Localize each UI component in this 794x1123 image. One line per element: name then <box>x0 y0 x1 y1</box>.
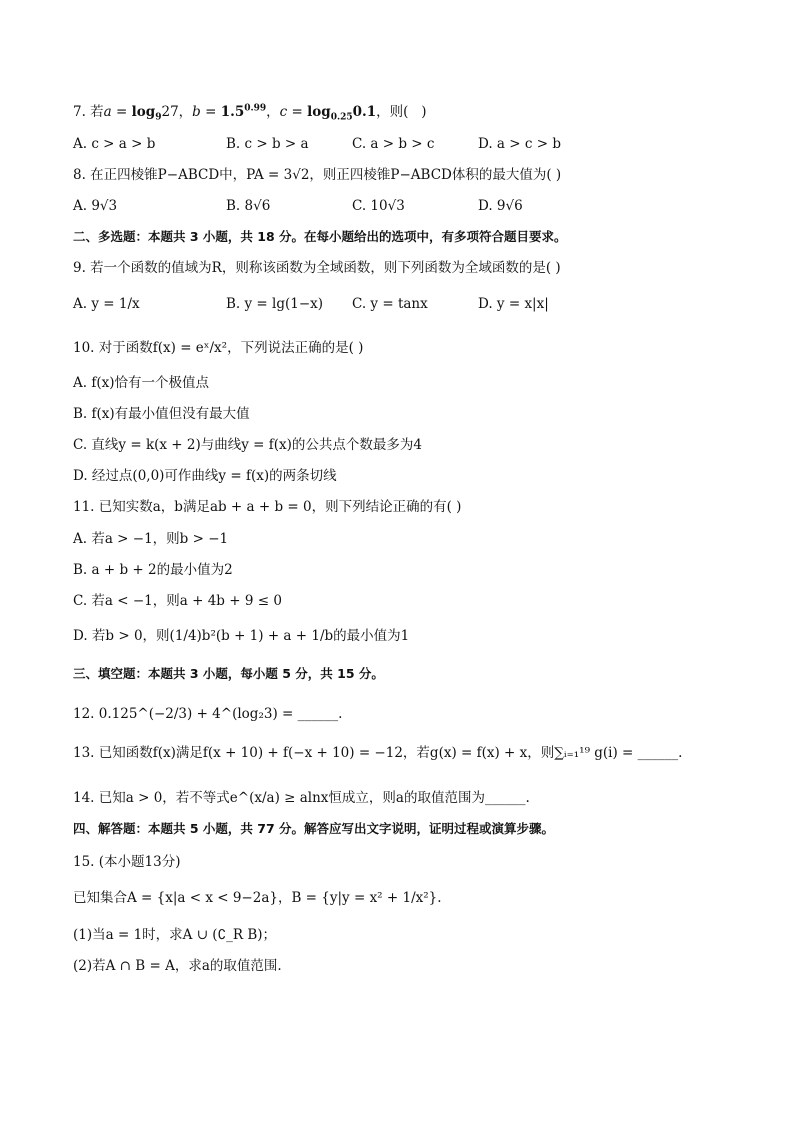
question-11-stem: 11. 已知实数a，b满足ab + a + b = 0，则下列结论正确的有( ) <box>73 499 462 515</box>
q8-option-a: A. 9√3 <box>73 198 118 214</box>
q11-option-b: B. a + b + 2的最小值为2 <box>73 562 233 578</box>
q8-option-c: C. 10√3 <box>352 198 405 214</box>
q10-option-a: A. f(x)恰有一个极值点 <box>73 375 209 391</box>
q7-option-a: A. c > a > b <box>73 136 156 152</box>
section-3-heading: 三、填空题：本题共 3 小题，每小题 5 分，共 15 分。 <box>73 666 384 681</box>
q9-option-d: D. y = x|x| <box>478 296 549 312</box>
q11-option-a: A. 若a > −1，则b > −1 <box>73 531 229 547</box>
section-2-heading: 二、多选题：本题共 3 小题，共 18 分。在每小题给出的选项中，有多项符合题目要求。 <box>73 229 567 244</box>
question-15-head: 15. (本小题13分) <box>73 854 181 870</box>
question-13: 13. 已知函数f(x)满足f(x + 10) + f(−x + 10) = −12，若g(x) = f(x) + x，则∑ᵢ₌₁¹⁹ g(i) = ______. <box>73 745 683 761</box>
q10-option-d: D. 经过点(0,0)可作曲线y = f(x)的两条切线 <box>73 468 337 484</box>
question-7-stem: 7. 若$a = \log_927$，$b = 1.5^{0.99}$，$c = \log_{0.25}0.1$，则( ) <box>73 103 427 123</box>
q8-option-d: D. 9√6 <box>478 198 523 214</box>
section-4-heading: 四、解答题：本题共 5 小题，共 77 分。解答应写出文字说明，证明过程或演算步骤。 <box>73 821 555 836</box>
question-15-part-1: (1)当a = 1时，求A ∪ (∁_R B)； <box>73 927 277 943</box>
q9-option-b: B. y = lg(1−x) <box>226 296 324 312</box>
question-14: 14. 已知a > 0，若不等式e^(x/a) ≥ alnx恒成立，则a的取值范围为______. <box>73 790 530 806</box>
q10-option-b: B. f(x)有最小值但没有最大值 <box>73 406 250 422</box>
q9-option-a: A. y = 1/x <box>73 296 140 312</box>
q8-option-b: B. 8√6 <box>226 198 271 214</box>
question-15-part-2: (2)若A ∩ B = A，求a的取值范围. <box>73 958 282 974</box>
q7-option-c: C. a > b > c <box>352 136 435 152</box>
question-15-given: 已知集合A = {x|a < x < 9−2a}，B = {y|y = x² + 1/x²}. <box>73 890 442 906</box>
question-8-stem: 8. 在正四棱锥P−ABCD中，PA = 3√2，则正四棱锥P−ABCD体积的最大值为( ) <box>73 167 562 183</box>
q7-option-d: D. a > c > b <box>478 136 561 152</box>
question-10-stem: 10. 对于函数f(x) = eˣ/x²，下列说法正确的是( ) <box>73 340 364 356</box>
q7-option-b: B. c > b > a <box>226 136 309 152</box>
q10-option-c: C. 直线y = k(x + 2)与曲线y = f(x)的公共点个数最多为4 <box>73 437 423 453</box>
q9-option-c: C. y = tanx <box>352 296 428 312</box>
question-12: 12. 0.125^(−2/3) + 4^(log₂3) = ______. <box>73 706 343 722</box>
q11-option-c: C. 若a < −1，则a + 4b + 9 ≤ 0 <box>73 593 282 609</box>
q11-option-d: D. 若b > 0，则(1/4)b²(b + 1) + a + 1/b的最小值为1 <box>73 628 410 644</box>
question-9-stem: 9. 若一个函数的值域为R，则称该函数为全域函数，则下列函数为全域函数的是( ) <box>73 260 561 276</box>
